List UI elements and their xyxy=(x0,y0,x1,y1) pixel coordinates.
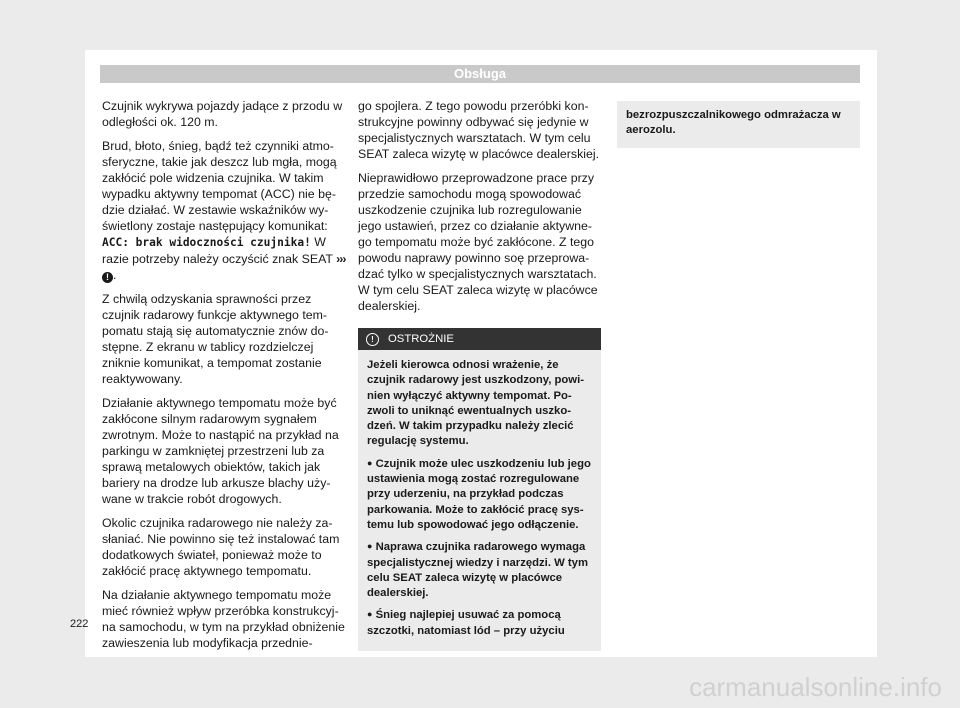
caution-header xyxy=(358,328,601,350)
bullet-icon: ● xyxy=(367,457,373,468)
paragraph: Czujnik wykrywa pojazdy jadące z przodu w odległości ok. 120 m. xyxy=(102,99,343,129)
text-column-2 xyxy=(358,98,601,651)
warning-reference-icon: ! xyxy=(102,272,113,283)
caution-icon: ! xyxy=(366,333,379,346)
paragraph-text: Brud, błoto, śnieg, bądź też czynniki atmosferyczne, takie jak deszcz lub mgła, mogą zakłócić pole widzenia czujnika. W takim wypadku aktywny tempomat (ACC) nie będzie działać. W zestawie wskaźników wyświetlony zostaje następujący komunikat: xyxy=(102,139,337,233)
display-message: ACC: brak widoczności czujnika! xyxy=(102,236,311,249)
bullet-text: Czujnik może ulec uszkodzeniu lub jego ustawienia mogą zostać rozregulowane przy uderzeniu, na przykład podczas parkowania. Może to zakłócić pracę systemu lub spowodować jego odłączenie. xyxy=(367,457,591,531)
paragraph: Z chwilą odzyskania sprawności przez czujnik radarowy funkcje aktywnego tempomatu stają się automatycznie znów dostępne. Z ekranu w tablicy rozdzielczej zniknie komunikat, a tempomat zostanie reaktywowany. xyxy=(102,292,329,386)
caution-box xyxy=(358,328,601,651)
paragraph: Działanie aktywnego tempomatu może być zakłócone silnym radarowym sygnałem zwrotnym. Może to nastąpić na przykład na parkingu w zamkniętej przestrzeni lub za sprawą metalowych obiektów, takich jak bariery na drodze lub arkusze blachy używane w trakcie robót drogowych. xyxy=(102,396,339,506)
caution-continuation-box: bezrozpuszczalnikowego odmrażacza w aerozolu. xyxy=(617,101,860,148)
paragraph: Okolic czujnika radarowego nie należy zasłaniać. Nie powinno się też instalować tam dodatkowych świateł, ponieważ może to zakłócić pracę aktywnego tempomatu. xyxy=(102,516,340,578)
paragraph: go spojlera. Z tego powodu przeróbki konstrukcyjne powinny odbywać się jedynie w specjalistycznych warsztatach. W tym celu SEAT zaleca wizytę w placówce dealerskiej. xyxy=(358,99,600,161)
paragraph: Na działanie aktywnego tempomatu może mieć również wpływ przeróbka konstrukcyjna samochodu, w tym na przykład obniżenie zawieszenia lub modyfikacja przednie- xyxy=(102,588,345,650)
watermark: carmanualsonline.info xyxy=(689,672,942,702)
caution-title: OSTROŻNIE xyxy=(388,333,454,345)
paragraph-text: W razie potrzeby należy oczyścić znak SEAT xyxy=(102,235,337,266)
bullet-icon: ● xyxy=(367,541,373,552)
section-header: Obsługa xyxy=(100,65,860,83)
bullet-text: Śnieg najlepiej usuwać za pomocą szczotki, natomiast lód – przy użyciu xyxy=(367,609,565,637)
caution-bullet-item xyxy=(367,607,592,639)
bullet-icon: ● xyxy=(367,609,373,620)
text-column-1 xyxy=(102,98,347,659)
cross-reference-arrows[interactable]: ››› xyxy=(336,252,346,266)
caution-bullet-item xyxy=(367,539,592,601)
paragraph: Nieprawidłowo przeprowadzone prace przy przedzie samochodu mogą spowodować uszkodzenie czujnika lub rozregulowanie jego ustawień, przez co działanie aktywnego tempomatu może być zakłócone. Z tego powodu naprawy powinno soę przeprowadzać tylko w specjalistycznych warsztatach. W tym celu SEAT zaleca wizytę w placówce dealerskiej. xyxy=(358,171,598,313)
page-number: 222 xyxy=(70,618,89,630)
caution-bullet-item xyxy=(367,456,592,533)
bullet-text: Naprawa czujnika radarowego wymaga specjalistycznej wiedzy i narzędzi. W tym celu SEAT zaleca wizytę w placówce dealerskiej. xyxy=(367,541,588,600)
caution-body xyxy=(358,350,601,651)
text-column-3 xyxy=(617,101,860,148)
paragraph-text: . xyxy=(113,268,117,282)
paragraph xyxy=(102,138,347,283)
caution-intro: Jeżeli kierowca odnosi wrażenie, że czujnik radarowy jest uszkodzony, powinien wyłączyć aktywny tempomat. Pozwoli to uniknąć ewentualnych uszkodzeń. W takim przypadku należy zlecić regulację systemu. xyxy=(367,359,584,448)
